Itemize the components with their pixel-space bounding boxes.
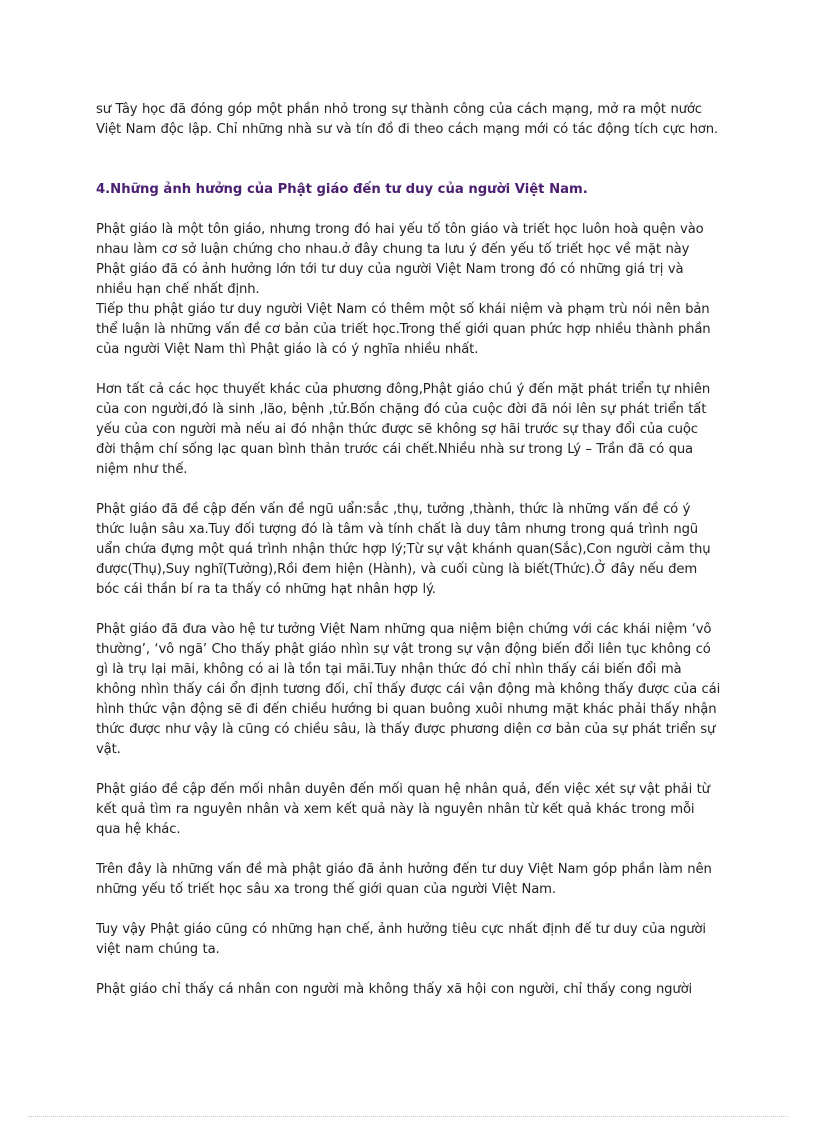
body-paragraph: Tuy vậy Phật giáo cũng có những hạn chế, ảnh hưởng tiêu cực nhất định đế tư duy của người việt nam chúng ta. bbox=[96, 922, 711, 957]
body-paragraph: Phật giáo đã đưa vào hệ tư tưởng Việt Nam những qua niệm biện chứng với các khái niệm ‘vô thường’, ‘vô ngã’ Cho thấy phật giáo nhìn sự vật trong sự vận động biến đổi liên tục không có gì là trụ lại mãi, không có ai là tồn tại mãi.Tuy nhận thức đó chỉ nhìn thấy cái biến đổi mà không nhìn thấy cái ổn định tương đối, chỉ thấy được cái vận động mà không thấy được của cái hình thức vận động sẽ đi đến chiều hướng bi quan buông xuôi nhưng mặt khác phải thấy nhận thức được như vậy là cũng có chiều sâu, là thấy được phương diện cơ bản của sự phát triển sự vật. bbox=[96, 622, 725, 757]
body-paragraph: Hơn tất cả các học thuyết khác của phương đông,Phật giáo chú ý đến mặt phát triển tự nhiên của con người,đó là sinh ,lão, bệnh ,tử.Bốn chặng đó của cuộc đời đã nói lên sự phát triển tất yếu của con người mà nếu ai đó nhận thức được sẽ không sợ hãi trước sự thay đổi của cuộc đời thậm chí sống lạc quan bình thản trước cái chết.Nhiều nhà sư trong Lý – Trần đã có qua niệm như thế. bbox=[96, 382, 715, 477]
spacer bbox=[96, 900, 722, 920]
body-paragraph: Phật giáo đề cập đến mối nhân duyên đến mối quan hệ nhân quả, đến việc xét sự vật phải từ kết quả tìm ra nguyên nhân và xem kết quả này là nguyên nhân từ kết quả khác trong mỗi qua hệ khác. bbox=[96, 782, 715, 837]
spacer bbox=[96, 600, 722, 620]
spacer bbox=[96, 140, 722, 180]
spacer bbox=[96, 480, 722, 500]
spacer bbox=[96, 840, 722, 860]
body-paragraph: Trên đây là những vấn đề mà phật giáo đã ảnh hưởng đến tư duy Việt Nam góp phần làm nên những yếu tố triết học sâu xa trong thế giới quan của người Việt Nam. bbox=[96, 862, 717, 897]
body-paragraph: Phật giáo chỉ thấy cá nhân con người mà không thấy xã hội con người, chỉ thấy cong người bbox=[96, 982, 693, 997]
spacer bbox=[96, 960, 722, 980]
section-heading: 4.Những ảnh hưởng của Phật giáo đến tư duy của người Việt Nam. bbox=[96, 182, 588, 197]
body-paragraph: Tiếp thu phật giáo tư duy người Việt Nam có thêm một số khái niệm và phạm trù nói nên bản thể luận là những vấn đề cơ bản của triết học.Trong thế giới quan phức hợp nhiều thành phần của người Việt Nam thì Phật giáo là có ý nghĩa nhiều nhất. bbox=[96, 302, 716, 357]
intro-paragraph: sư Tây học đã đóng góp một phần nhỏ trong sự thành công của cách mạng, mở ra một nước Việt Nam độc lập. Chỉ những nhà sư và tín đồ đi theo cách mạng mới có tác động tích cực hơn. bbox=[96, 102, 718, 137]
page-bottom-divider bbox=[28, 1116, 788, 1117]
body-paragraph: Phật giáo là một tôn giáo, nhưng trong đó hai yếu tố tôn giáo và triết học luôn hoà quện vào nhau làm cơ sở luận chứng cho nhau.ở đây chung ta lưu ý đến yếu tố triết học về mặt này Phật giáo đã có ảnh hưởng lớn tới tư duy của người Việt Nam trong đó có những giá trị và nhiều hạn chế nhất định. bbox=[96, 222, 709, 297]
spacer bbox=[96, 200, 722, 220]
spacer bbox=[96, 760, 722, 780]
body-paragraph: Phật giáo đã đề cập đến vấn đề ngũ uẩn:sắc ,thụ, tưởng ,thành, thức là những vấn đề có ý thức luận sâu xa.Tuy đối tượng đó là tâm và tính chất là duy tâm nhưng trong quá trình ngũ uẩn chứa đựng một quá trình nhận thức hợp lý;Từ sự vật khánh quan(Sắc),Con người cảm thụ được(Thụ),Suy nghĩ(Tưởng),Rồi đem hiện (Hành), và cuối cùng là biết(Thức).Ở đây nếu đem bóc cái thần bí ra ta thấy có những hạt nhân hợp lý. bbox=[96, 502, 715, 597]
spacer bbox=[96, 360, 722, 380]
document-page bbox=[96, 100, 725, 1000]
